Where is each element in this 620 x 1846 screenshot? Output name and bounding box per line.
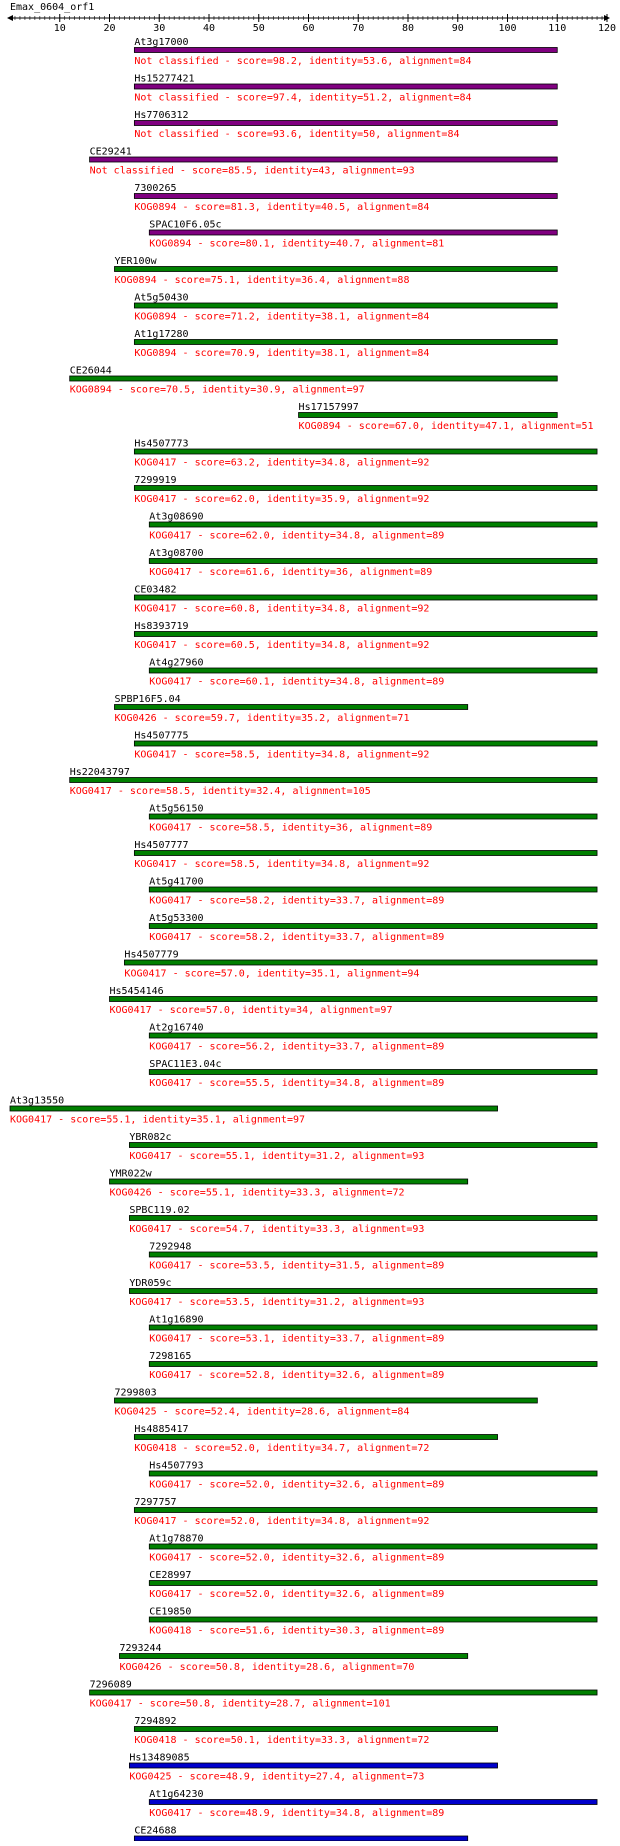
hit-id: At1g64230 xyxy=(149,1789,204,1800)
hit-bar xyxy=(134,1836,467,1841)
hit-row xyxy=(134,74,557,104)
hit-id: Hs4885417 xyxy=(134,1424,189,1435)
hit-annotation: KOG0417 - score=54.7, identity=33.3, alignment=93 xyxy=(129,1224,425,1235)
position-ruler xyxy=(7,14,616,34)
hit-row xyxy=(149,548,597,578)
hit-annotation: KOG0418 - score=51.6, identity=30.3, alignment=89 xyxy=(149,1625,445,1637)
hit-annotation: KOG0894 - score=81.3, identity=40.5, alignment=84 xyxy=(134,202,430,213)
ruler-tick-label: 80 xyxy=(401,23,415,34)
hit-bar xyxy=(134,1727,497,1732)
hit-bar xyxy=(134,121,557,126)
hit-bar xyxy=(149,1033,597,1038)
hit-bar xyxy=(129,1143,597,1148)
hit-annotation: KOG0417 - score=60.1, identity=34.8, alignment=89 xyxy=(149,676,445,688)
hit-id: At3g17000 xyxy=(134,37,189,48)
hit-bar xyxy=(134,194,557,199)
hit-id: 7297757 xyxy=(134,1497,177,1508)
hit-bar xyxy=(70,778,597,783)
hit-id: YMR022w xyxy=(109,1168,152,1180)
hit-id: Hs4507777 xyxy=(134,840,189,851)
hit-row xyxy=(134,293,557,323)
hit-row xyxy=(90,1680,597,1710)
hit-bar xyxy=(134,48,557,53)
hit-annotation: KOG0894 - score=67.0, identity=47.1, alignment=51 xyxy=(298,421,594,432)
hit-id: CE19850 xyxy=(149,1606,192,1618)
hit-row xyxy=(110,986,598,1016)
hit-id: SPAC11E3.04c xyxy=(149,1059,222,1070)
hit-bar xyxy=(134,303,557,308)
hit-annotation: KOG0417 - score=58.5, identity=34.8, alignment=92 xyxy=(134,859,430,870)
hit-bar xyxy=(149,1325,597,1330)
hit-row xyxy=(134,439,597,469)
hit-id: At1g78870 xyxy=(149,1533,204,1545)
hit-id: Hs15277421 xyxy=(134,73,195,85)
hit-id: Hs17157997 xyxy=(298,402,359,413)
hit-row xyxy=(149,658,597,688)
hit-id: At5g50430 xyxy=(134,292,189,304)
hit-row xyxy=(134,1497,597,1527)
hit-id: 7294892 xyxy=(134,1716,177,1727)
hit-id: CE26044 xyxy=(69,365,112,377)
hit-annotation: KOG0417 - score=53.5, identity=31.2, alignment=93 xyxy=(129,1297,425,1308)
hit-bar xyxy=(149,814,597,819)
hit-id: 7298165 xyxy=(149,1351,192,1362)
hit-bar xyxy=(134,1435,497,1440)
hit-id: Hs7706312 xyxy=(134,110,189,121)
hit-row xyxy=(124,950,597,980)
hit-id: CE29241 xyxy=(89,146,132,158)
hit-row xyxy=(90,147,558,177)
hit-row xyxy=(134,731,597,761)
hit-row xyxy=(129,1132,597,1162)
hit-annotation: KOG0417 - score=56.2, identity=33.7, alignment=89 xyxy=(149,1041,445,1053)
hit-row xyxy=(149,1607,597,1637)
hit-row xyxy=(134,621,597,651)
hit-annotation: KOG0417 - score=58.5, identity=36, alignment=89 xyxy=(149,822,433,834)
hit-id: SPAC10F6.05c xyxy=(149,219,222,231)
hit-bar xyxy=(114,705,467,710)
hit-annotation: KOG0417 - score=53.5, identity=31.5, alignment=89 xyxy=(149,1260,445,1272)
hit-annotation: KOG0425 - score=52.4, identity=28.6, alignment=84 xyxy=(114,1406,410,1418)
hit-row xyxy=(70,767,597,797)
hit-annotation: KOG0417 - score=63.2, identity=34.8, alignment=92 xyxy=(134,457,430,469)
hit-id: SPBC119.02 xyxy=(129,1205,190,1216)
hit-row xyxy=(119,1643,467,1673)
hit-row xyxy=(134,110,557,140)
hit-id: SPBP16F5.04 xyxy=(114,694,181,705)
hit-id: CE24688 xyxy=(134,1825,177,1837)
hit-id: At5g41700 xyxy=(149,876,204,888)
hit-row xyxy=(149,1242,597,1272)
hit-id: 7293244 xyxy=(119,1643,162,1654)
hit-row xyxy=(10,1096,498,1126)
hit-annotation: KOG0417 - score=57.0, identity=35.1, alignment=94 xyxy=(124,968,420,980)
hit-annotation: KOG0425 - score=48.9, identity=27.4, alignment=73 xyxy=(129,1771,425,1783)
hit-id: 7299803 xyxy=(114,1387,157,1399)
hit-bar xyxy=(134,741,597,746)
hit-annotation: KOG0894 - score=80.1, identity=40.7, alignment=81 xyxy=(149,238,445,250)
hit-id: At3g13550 xyxy=(10,1095,65,1107)
hit-id: Hs4507775 xyxy=(134,730,189,742)
ruler-tick-label: 120 xyxy=(597,23,617,34)
hit-id: Hs4507773 xyxy=(134,438,189,450)
hit-annotation: KOG0417 - score=58.5, identity=34.8, alignment=92 xyxy=(134,749,430,761)
hit-row xyxy=(149,512,597,542)
hit-id: Hs22043797 xyxy=(69,767,130,778)
hit-annotation: KOG0894 - score=71.2, identity=38.1, alignment=84 xyxy=(134,311,430,323)
ruler-left-arrow xyxy=(7,15,13,21)
hit-id: At1g17280 xyxy=(134,329,189,340)
hit-annotation: KOG0417 - score=55.5, identity=34.8, alignment=89 xyxy=(149,1078,445,1089)
hit-bar xyxy=(90,157,558,162)
hit-bar xyxy=(149,522,597,527)
hit-annotation: KOG0417 - score=60.5, identity=34.8, alignment=92 xyxy=(134,640,430,651)
hit-bar xyxy=(10,1106,498,1111)
hit-row xyxy=(134,1716,497,1746)
hit-annotation: KOG0417 - score=50.8, identity=28.7, alignment=101 xyxy=(89,1698,391,1710)
hit-row xyxy=(149,877,597,907)
hit-id: Hs8393719 xyxy=(134,621,189,632)
hit-bar xyxy=(129,1763,497,1768)
hit-annotation: KOG0417 - score=55.1, identity=35.1, alignment=97 xyxy=(10,1114,306,1126)
hit-row xyxy=(70,366,558,396)
query-name: Emax_0604_orf1 xyxy=(10,2,95,13)
hit-bar xyxy=(149,924,597,929)
hit-bar xyxy=(149,1070,597,1075)
hit-annotation: KOG0417 - score=52.0, identity=32.6, alignment=89 xyxy=(149,1552,445,1564)
hit-bar xyxy=(149,1581,597,1586)
hit-bar xyxy=(110,1179,468,1184)
hit-id: YBR082c xyxy=(129,1132,172,1143)
hit-bar xyxy=(134,449,597,454)
hit-bar xyxy=(149,559,597,564)
hit-row xyxy=(134,585,597,615)
ruler-tick-label: 40 xyxy=(202,23,216,34)
hit-bar xyxy=(70,376,558,381)
hit-bar xyxy=(149,1800,597,1805)
hit-row xyxy=(134,1826,467,1842)
hit-annotation: KOG0417 - score=58.2, identity=33.7, alignment=89 xyxy=(149,932,445,943)
hit-annotation: KOG0417 - score=57.0, identity=34, alignment=97 xyxy=(109,1005,393,1016)
hit-annotation: KOG0426 - score=55.1, identity=33.3, alignment=72 xyxy=(109,1187,405,1199)
hit-bar xyxy=(114,1398,537,1403)
hit-bar xyxy=(149,1617,597,1622)
hit-id: YER100w xyxy=(114,256,157,267)
hit-row xyxy=(149,220,557,250)
hit-row xyxy=(149,1789,597,1819)
hit-bar xyxy=(149,668,597,673)
hit-bar xyxy=(149,1362,597,1367)
hit-id: At3g08700 xyxy=(149,548,204,559)
hit-bar xyxy=(119,1654,467,1659)
hit-annotation: KOG0417 - score=52.8, identity=32.6, alignment=89 xyxy=(149,1370,445,1381)
hit-row xyxy=(149,1023,597,1053)
hit-bar xyxy=(149,1544,597,1549)
hit-id: At3g08690 xyxy=(149,511,204,523)
hit-row xyxy=(134,329,557,359)
hit-row xyxy=(134,183,557,213)
ruler-tick-label: 90 xyxy=(451,23,464,34)
hit-id: CE03482 xyxy=(134,584,177,596)
hit-annotation: Not classified - score=98.2, identity=53.6, alignment=84 xyxy=(134,56,472,67)
hit-bar xyxy=(134,1508,597,1513)
ruler-tick-label: 100 xyxy=(498,23,517,34)
hit-annotation: KOG0426 - score=59.7, identity=35.2, alignment=71 xyxy=(114,713,410,724)
hit-annotation: KOG0894 - score=70.5, identity=30.9, alignment=97 xyxy=(69,384,365,396)
hit-row xyxy=(129,1205,597,1235)
hit-annotation: KOG0418 - score=50.1, identity=33.3, alignment=72 xyxy=(134,1735,430,1746)
ruler-tick-label: 70 xyxy=(352,23,365,34)
hit-annotation: KOG0417 - score=61.6, identity=36, alignment=89 xyxy=(149,567,433,578)
ruler-tick-label: 50 xyxy=(252,23,265,34)
hit-annotation: KOG0417 - score=60.8, identity=34.8, alignment=92 xyxy=(134,603,430,615)
ruler-tick-label: 60 xyxy=(302,23,315,34)
hit-bar xyxy=(134,632,597,637)
hit-row xyxy=(149,1534,597,1564)
hit-row xyxy=(129,1278,597,1308)
hit-bar xyxy=(134,595,597,600)
hit-row xyxy=(114,256,557,286)
hit-annotation: KOG0894 - score=75.1, identity=36.4, alignment=88 xyxy=(114,275,410,286)
hit-annotation: KOG0894 - score=70.9, identity=38.1, alignment=84 xyxy=(134,348,430,359)
hit-row xyxy=(149,1570,597,1600)
hit-id: At4g27960 xyxy=(149,657,204,669)
hit-bar xyxy=(149,887,597,892)
hit-bar xyxy=(129,1216,597,1221)
hit-row xyxy=(149,1461,597,1491)
hit-id: CE28997 xyxy=(149,1570,192,1581)
hit-id: At5g53300 xyxy=(149,913,204,924)
hit-annotation: KOG0417 - score=58.5, identity=32.4, alignment=105 xyxy=(69,786,371,797)
hit-list xyxy=(10,37,597,1841)
hit-id: At1g16890 xyxy=(149,1314,204,1326)
hit-row xyxy=(149,1351,597,1381)
hit-id: 7292948 xyxy=(149,1241,192,1253)
hit-annotation: KOG0417 - score=48.9, identity=34.8, alignment=89 xyxy=(149,1808,445,1819)
hit-row xyxy=(149,1315,597,1345)
hit-bar xyxy=(90,1690,597,1695)
hit-bar xyxy=(134,851,597,856)
hit-id: 7299919 xyxy=(134,475,177,486)
hit-annotation: KOG0417 - score=62.0, identity=35.9, alignment=92 xyxy=(134,494,430,505)
hit-id: Hs4507793 xyxy=(149,1460,204,1472)
hit-row xyxy=(114,1388,537,1418)
hit-bar xyxy=(134,340,557,345)
hit-annotation: KOG0417 - score=62.0, identity=34.8, alignment=89 xyxy=(149,530,445,542)
hit-bar xyxy=(134,84,557,89)
hit-bar xyxy=(129,1289,597,1294)
hit-annotation: Not classified - score=97.4, identity=51.2, alignment=84 xyxy=(134,92,472,104)
hit-annotation: KOG0417 - score=52.0, identity=34.8, alignment=92 xyxy=(134,1516,430,1527)
hit-annotation: Not classified - score=85.5, identity=43, alignment=93 xyxy=(89,165,415,177)
hit-bar xyxy=(299,413,558,418)
hit-bar xyxy=(149,230,557,235)
hit-row xyxy=(114,694,467,724)
hit-annotation: KOG0417 - score=52.0, identity=32.6, alignment=89 xyxy=(149,1479,445,1491)
hit-annotation: Not classified - score=93.6, identity=50, alignment=84 xyxy=(134,129,460,140)
hit-bar xyxy=(149,1471,597,1476)
ruler-tick-label: 10 xyxy=(53,23,66,34)
hit-bar xyxy=(124,960,597,965)
hit-annotation: KOG0417 - score=52.0, identity=32.6, alignment=89 xyxy=(149,1589,445,1600)
hit-row xyxy=(149,913,597,943)
hit-id: 7296089 xyxy=(89,1679,132,1691)
hit-row xyxy=(134,1424,497,1454)
hit-row xyxy=(299,402,594,432)
hit-row xyxy=(149,804,597,834)
hit-id: Hs13489085 xyxy=(129,1752,190,1764)
hit-id: Hs5454146 xyxy=(109,986,164,997)
ruler-tick-label: 30 xyxy=(153,23,166,34)
hit-row xyxy=(129,1753,497,1783)
hit-id: YDR059c xyxy=(129,1278,172,1289)
hit-id: At5g56150 xyxy=(149,803,204,815)
hit-bar xyxy=(114,267,557,272)
hit-id: Hs4507779 xyxy=(124,949,179,961)
hit-row xyxy=(134,840,597,870)
hit-bar xyxy=(149,1252,597,1257)
hit-id: 7300265 xyxy=(134,183,177,194)
hit-id: At2g16740 xyxy=(149,1022,204,1034)
hit-annotation: KOG0418 - score=52.0, identity=34.7, alignment=72 xyxy=(134,1443,430,1454)
hit-bar xyxy=(110,997,598,1002)
hit-annotation: KOG0426 - score=50.8, identity=28.6, alignment=70 xyxy=(119,1662,415,1673)
hit-bar xyxy=(134,486,597,491)
hit-annotation: KOG0417 - score=55.1, identity=31.2, alignment=93 xyxy=(129,1151,425,1162)
hit-row xyxy=(134,37,557,67)
hit-row xyxy=(134,475,597,505)
hit-annotation: KOG0417 - score=58.2, identity=33.7, alignment=89 xyxy=(149,895,445,907)
hit-annotation: KOG0417 - score=53.1, identity=33.7, alignment=89 xyxy=(149,1333,445,1345)
hit-row xyxy=(149,1059,597,1089)
ruler-tick-label: 110 xyxy=(548,23,567,34)
ruler-tick-label: 20 xyxy=(103,23,116,34)
hit-row xyxy=(110,1169,468,1199)
